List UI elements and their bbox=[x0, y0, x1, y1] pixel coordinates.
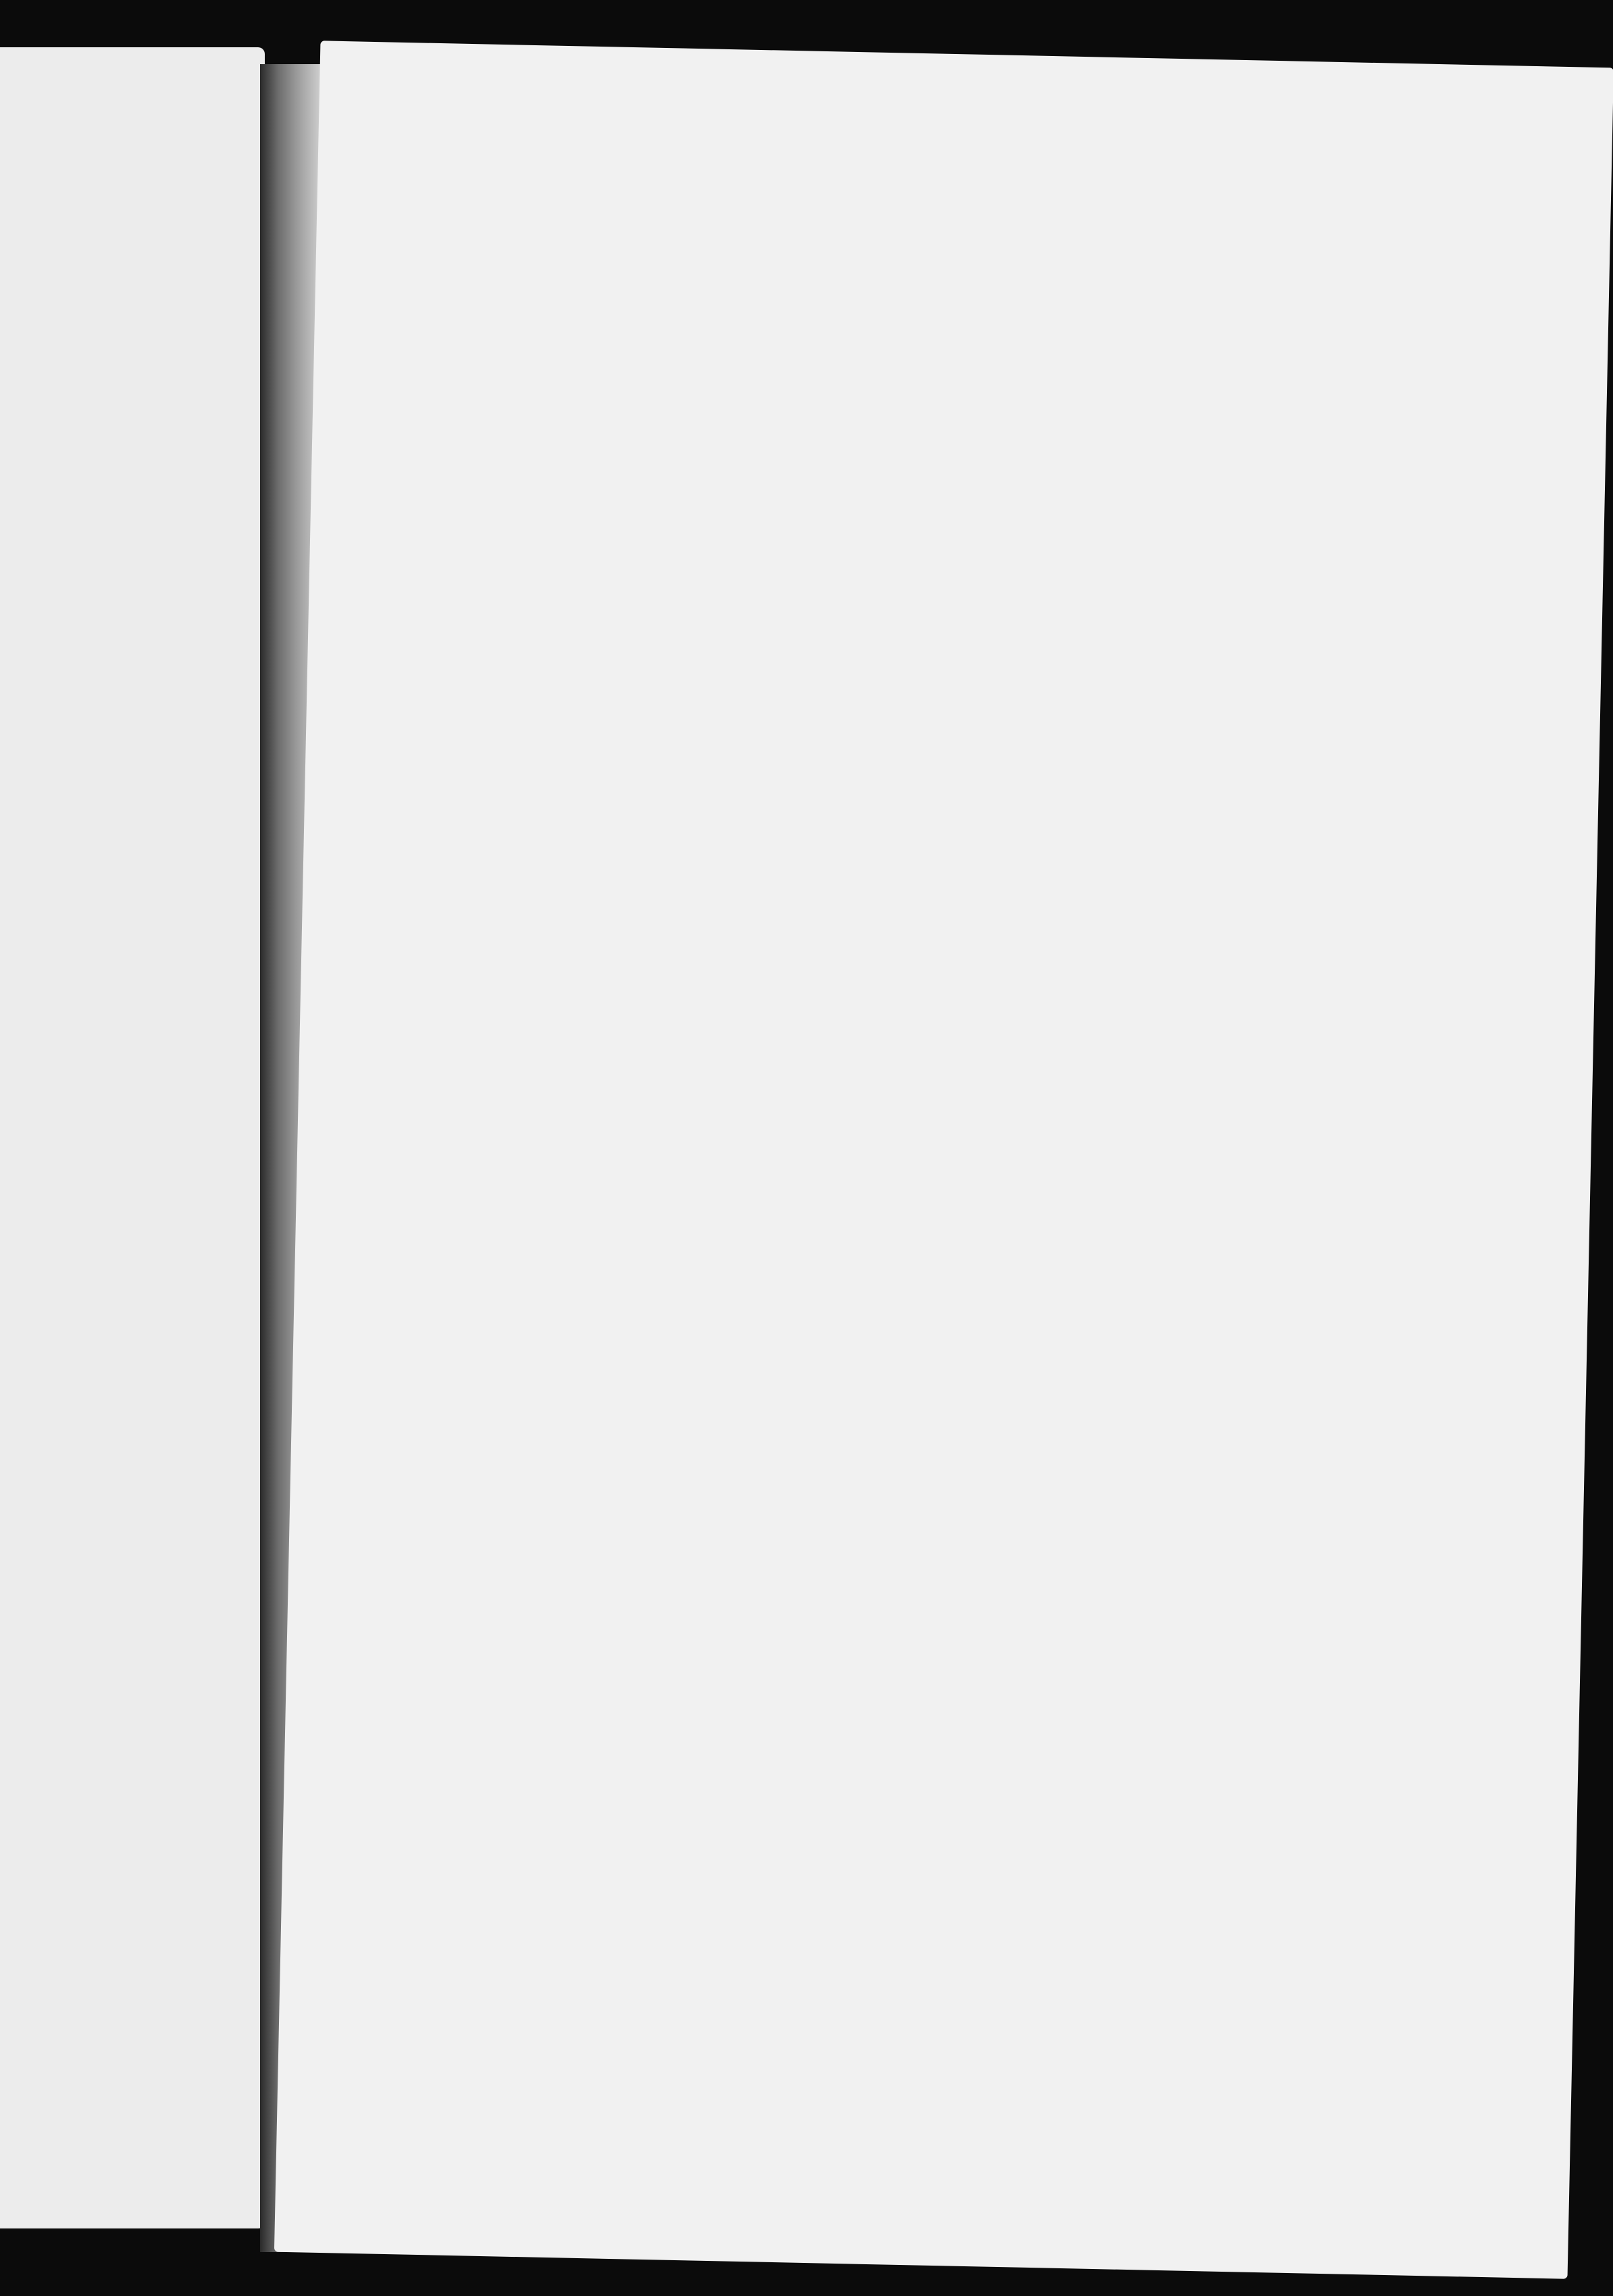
main-page bbox=[274, 41, 1613, 2278]
left-facing-page bbox=[0, 47, 265, 2228]
toc-content bbox=[428, 280, 1545, 398]
